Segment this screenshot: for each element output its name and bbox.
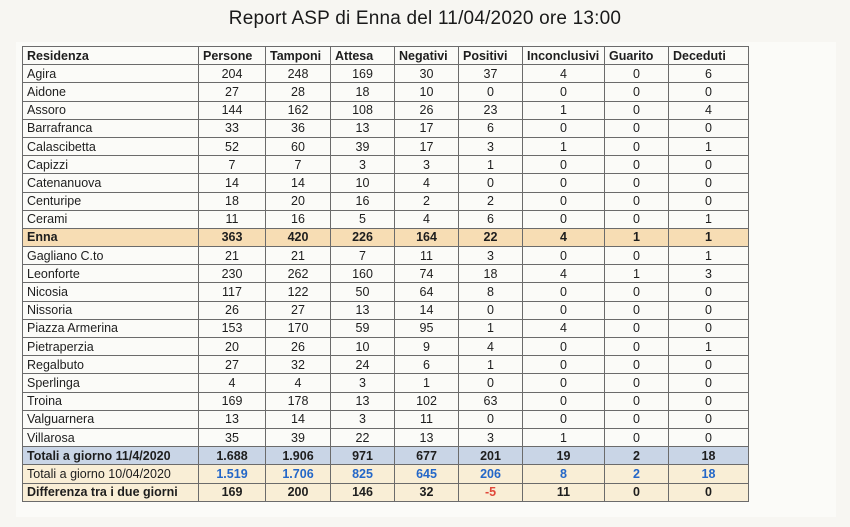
cell-deceduti: 0 (669, 428, 749, 446)
cell-guarito: 0 (605, 210, 669, 228)
table-row (23, 210, 749, 228)
difference-row (23, 483, 749, 501)
cell-persone: 4 (199, 374, 266, 392)
cell-attesa: 5 (331, 210, 395, 228)
cell-inconclusivi: 0 (523, 301, 605, 319)
cell-residenza: Aidone (23, 83, 199, 101)
cell-inconclusivi: 4 (523, 265, 605, 283)
cell-guarito: 2 (605, 465, 669, 483)
cell-attesa: 226 (331, 228, 395, 246)
cell-persone: 26 (199, 301, 266, 319)
cell-persone: 18 (199, 192, 266, 210)
table-row (23, 83, 749, 101)
cell-positivi: 1 (459, 156, 523, 174)
cell-inconclusivi: 1 (523, 428, 605, 446)
cell-negativi: 11 (395, 247, 459, 265)
table-row (23, 192, 749, 210)
cell-guarito: 0 (605, 410, 669, 428)
cell-deceduti: 18 (669, 465, 749, 483)
cell-inconclusivi: 0 (523, 392, 605, 410)
cell-inconclusivi: 11 (523, 483, 605, 501)
totals-row-11-04 (23, 447, 749, 465)
report-table (22, 46, 749, 502)
cell-residenza: Agira (23, 65, 199, 83)
cell-positivi: 2 (459, 192, 523, 210)
cell-positivi: 1 (459, 319, 523, 337)
cell-attesa: 22 (331, 428, 395, 446)
column-header-tamponi: Tamponi (266, 47, 331, 65)
cell-residenza: Nicosia (23, 283, 199, 301)
cell-negativi: 164 (395, 228, 459, 246)
cell-negativi: 1 (395, 374, 459, 392)
cell-tamponi: 248 (266, 65, 331, 83)
cell-tamponi: 14 (266, 174, 331, 192)
cell-deceduti: 6 (669, 65, 749, 83)
cell-negativi: 677 (395, 447, 459, 465)
cell-inconclusivi: 0 (523, 156, 605, 174)
report-title: Report ASP di Enna del 11/04/2020 ore 13:00 (228, 8, 622, 29)
cell-persone: 204 (199, 65, 266, 83)
cell-persone: 117 (199, 283, 266, 301)
cell-inconclusivi: 4 (523, 65, 605, 83)
cell-negativi: 30 (395, 65, 459, 83)
cell-guarito: 0 (605, 65, 669, 83)
cell-guarito: 0 (605, 356, 669, 374)
cell-deceduti: 0 (669, 283, 749, 301)
cell-inconclusivi: 0 (523, 374, 605, 392)
cell-persone: 21 (199, 247, 266, 265)
cell-residenza: Piazza Armerina (23, 319, 199, 337)
table-row (23, 156, 749, 174)
cell-positivi: -5 (459, 483, 523, 501)
cell-positivi: 6 (459, 119, 523, 137)
cell-attesa: 825 (331, 465, 395, 483)
column-header-negativi: Negativi (395, 47, 459, 65)
cell-deceduti: 0 (669, 119, 749, 137)
cell-tamponi: 178 (266, 392, 331, 410)
cell-guarito: 0 (605, 483, 669, 501)
cell-deceduti: 0 (669, 192, 749, 210)
cell-guarito: 0 (605, 101, 669, 119)
cell-tamponi: 14 (266, 410, 331, 428)
cell-inconclusivi: 4 (523, 228, 605, 246)
cell-guarito: 0 (605, 247, 669, 265)
cell-inconclusivi: 1 (523, 137, 605, 155)
table-row (23, 410, 749, 428)
cell-tamponi: 1.906 (266, 447, 331, 465)
cell-attesa: 18 (331, 83, 395, 101)
table-row (23, 392, 749, 410)
cell-negativi: 10 (395, 83, 459, 101)
cell-negativi: 102 (395, 392, 459, 410)
cell-positivi: 8 (459, 283, 523, 301)
cell-tamponi: 262 (266, 265, 331, 283)
cell-attesa: 7 (331, 247, 395, 265)
cell-attesa: 10 (331, 338, 395, 356)
cell-deceduti: 1 (669, 247, 749, 265)
cell-persone: 27 (199, 83, 266, 101)
cell-tamponi: 122 (266, 283, 331, 301)
cell-attesa: 169 (331, 65, 395, 83)
cell-positivi: 3 (459, 137, 523, 155)
cell-guarito: 1 (605, 265, 669, 283)
cell-attesa: 3 (331, 374, 395, 392)
cell-attesa: 13 (331, 301, 395, 319)
table-row (23, 428, 749, 446)
cell-negativi: 3 (395, 156, 459, 174)
cell-inconclusivi: 0 (523, 83, 605, 101)
cell-negativi: 4 (395, 210, 459, 228)
cell-inconclusivi: 1 (523, 101, 605, 119)
cell-negativi: 17 (395, 119, 459, 137)
cell-residenza: Villarosa (23, 428, 199, 446)
cell-attesa: 13 (331, 392, 395, 410)
column-header-deceduti: Deceduti (669, 47, 749, 65)
cell-persone: 14 (199, 174, 266, 192)
cell-guarito: 0 (605, 119, 669, 137)
cell-residenza: Valguarnera (23, 410, 199, 428)
cell-guarito: 0 (605, 156, 669, 174)
table-row (23, 319, 749, 337)
cell-negativi: 645 (395, 465, 459, 483)
cell-deceduti: 1 (669, 137, 749, 155)
cell-attesa: 50 (331, 283, 395, 301)
cell-attesa: 3 (331, 410, 395, 428)
cell-attesa: 59 (331, 319, 395, 337)
table-row (23, 338, 749, 356)
cell-positivi: 1 (459, 356, 523, 374)
cell-tamponi: 7 (266, 156, 331, 174)
cell-inconclusivi: 0 (523, 192, 605, 210)
cell-negativi: 17 (395, 137, 459, 155)
cell-inconclusivi: 19 (523, 447, 605, 465)
cell-deceduti: 0 (669, 156, 749, 174)
cell-positivi: 3 (459, 428, 523, 446)
cell-tamponi: 26 (266, 338, 331, 356)
cell-negativi: 64 (395, 283, 459, 301)
cell-residenza: Regalbuto (23, 356, 199, 374)
table-row (23, 301, 749, 319)
table-row (23, 119, 749, 137)
cell-persone: 153 (199, 319, 266, 337)
cell-persone: 230 (199, 265, 266, 283)
cell-negativi: 74 (395, 265, 459, 283)
cell-deceduti: 0 (669, 83, 749, 101)
cell-positivi: 23 (459, 101, 523, 119)
table-row (23, 174, 749, 192)
cell-negativi: 13 (395, 428, 459, 446)
cell-tamponi: 28 (266, 83, 331, 101)
cell-deceduti: 4 (669, 101, 749, 119)
table-row (23, 374, 749, 392)
cell-residenza: Totali a giorno 10/04/2020 (23, 465, 199, 483)
cell-negativi: 4 (395, 174, 459, 192)
table-row (23, 356, 749, 374)
cell-positivi: 0 (459, 83, 523, 101)
cell-persone: 1.688 (199, 447, 266, 465)
header-row (23, 47, 749, 65)
cell-deceduti: 1 (669, 228, 749, 246)
cell-deceduti: 0 (669, 483, 749, 501)
column-header-positivi: Positivi (459, 47, 523, 65)
cell-persone: 7 (199, 156, 266, 174)
cell-tamponi: 16 (266, 210, 331, 228)
cell-tamponi: 170 (266, 319, 331, 337)
cell-positivi: 4 (459, 338, 523, 356)
cell-inconclusivi: 0 (523, 410, 605, 428)
cell-inconclusivi: 0 (523, 174, 605, 192)
cell-deceduti: 1 (669, 338, 749, 356)
cell-tamponi: 1.706 (266, 465, 331, 483)
cell-guarito: 0 (605, 374, 669, 392)
cell-tamponi: 420 (266, 228, 331, 246)
cell-positivi: 0 (459, 374, 523, 392)
cell-positivi: 0 (459, 174, 523, 192)
table-row (23, 137, 749, 155)
cell-deceduti: 0 (669, 374, 749, 392)
cell-positivi: 0 (459, 301, 523, 319)
cell-positivi: 63 (459, 392, 523, 410)
cell-positivi: 206 (459, 465, 523, 483)
cell-guarito: 0 (605, 428, 669, 446)
cell-residenza: Barrafranca (23, 119, 199, 137)
cell-guarito: 2 (605, 447, 669, 465)
cell-guarito: 0 (605, 192, 669, 210)
cell-persone: 20 (199, 338, 266, 356)
totals-row-10-04 (23, 465, 749, 483)
cell-guarito: 0 (605, 137, 669, 155)
column-header-guarito: Guarito (605, 47, 669, 65)
column-header-inconclusivi: Inconclusivi (523, 47, 605, 65)
cell-inconclusivi: 4 (523, 319, 605, 337)
cell-persone: 169 (199, 392, 266, 410)
cell-tamponi: 39 (266, 428, 331, 446)
column-header-persone: Persone (199, 47, 266, 65)
cell-guarito: 0 (605, 301, 669, 319)
cell-deceduti: 18 (669, 447, 749, 465)
table-row (23, 283, 749, 301)
cell-guarito: 1 (605, 228, 669, 246)
cell-attesa: 108 (331, 101, 395, 119)
cell-positivi: 22 (459, 228, 523, 246)
cell-guarito: 0 (605, 392, 669, 410)
cell-persone: 1.519 (199, 465, 266, 483)
cell-residenza: Troina (23, 392, 199, 410)
cell-residenza: Totali a giorno 11/4/2020 (23, 447, 199, 465)
cell-negativi: 26 (395, 101, 459, 119)
cell-persone: 35 (199, 428, 266, 446)
cell-attesa: 3 (331, 156, 395, 174)
cell-persone: 27 (199, 356, 266, 374)
cell-guarito: 0 (605, 174, 669, 192)
cell-residenza: Catenanuova (23, 174, 199, 192)
cell-deceduti: 0 (669, 319, 749, 337)
cell-deceduti: 0 (669, 410, 749, 428)
cell-tamponi: 21 (266, 247, 331, 265)
table-row (23, 101, 749, 119)
cell-tamponi: 162 (266, 101, 331, 119)
cell-persone: 363 (199, 228, 266, 246)
cell-attesa: 24 (331, 356, 395, 374)
cell-attesa: 16 (331, 192, 395, 210)
cell-deceduti: 0 (669, 174, 749, 192)
cell-deceduti: 0 (669, 301, 749, 319)
cell-attesa: 146 (331, 483, 395, 501)
cell-negativi: 14 (395, 301, 459, 319)
cell-positivi: 0 (459, 410, 523, 428)
cell-guarito: 0 (605, 283, 669, 301)
cell-tamponi: 32 (266, 356, 331, 374)
cell-inconclusivi: 0 (523, 356, 605, 374)
cell-residenza: Pietraperzia (23, 338, 199, 356)
cell-guarito: 0 (605, 83, 669, 101)
cell-negativi: 95 (395, 319, 459, 337)
column-header-residenza: Residenza (23, 47, 199, 65)
cell-residenza: Calascibetta (23, 137, 199, 155)
column-header-attesa: Attesa (331, 47, 395, 65)
cell-deceduti: 0 (669, 392, 749, 410)
cell-residenza: Cerami (23, 210, 199, 228)
cell-negativi: 11 (395, 410, 459, 428)
cell-attesa: 10 (331, 174, 395, 192)
table-row (23, 265, 749, 283)
cell-residenza: Enna (23, 228, 199, 246)
cell-positivi: 18 (459, 265, 523, 283)
cell-persone: 52 (199, 137, 266, 155)
cell-tamponi: 60 (266, 137, 331, 155)
cell-persone: 33 (199, 119, 266, 137)
cell-residenza: Sperlinga (23, 374, 199, 392)
cell-residenza: Leonforte (23, 265, 199, 283)
cell-persone: 144 (199, 101, 266, 119)
cell-persone: 169 (199, 483, 266, 501)
table-row (23, 247, 749, 265)
cell-inconclusivi: 0 (523, 283, 605, 301)
cell-residenza: Gagliano C.to (23, 247, 199, 265)
cell-attesa: 971 (331, 447, 395, 465)
cell-negativi: 32 (395, 483, 459, 501)
cell-tamponi: 20 (266, 192, 331, 210)
cell-negativi: 2 (395, 192, 459, 210)
cell-deceduti: 0 (669, 356, 749, 374)
cell-persone: 11 (199, 210, 266, 228)
cell-inconclusivi: 0 (523, 338, 605, 356)
cell-deceduti: 3 (669, 265, 749, 283)
table-row (23, 228, 749, 246)
cell-inconclusivi: 0 (523, 247, 605, 265)
cell-inconclusivi: 0 (523, 119, 605, 137)
cell-positivi: 37 (459, 65, 523, 83)
cell-guarito: 0 (605, 319, 669, 337)
cell-negativi: 6 (395, 356, 459, 374)
cell-persone: 13 (199, 410, 266, 428)
cell-residenza: Nissoria (23, 301, 199, 319)
cell-residenza: Differenza tra i due giorni (23, 483, 199, 501)
cell-residenza: Capizzi (23, 156, 199, 174)
cell-tamponi: 4 (266, 374, 331, 392)
cell-positivi: 201 (459, 447, 523, 465)
cell-tamponi: 36 (266, 119, 331, 137)
cell-deceduti: 1 (669, 210, 749, 228)
cell-positivi: 3 (459, 247, 523, 265)
cell-residenza: Assoro (23, 101, 199, 119)
cell-tamponi: 200 (266, 483, 331, 501)
cell-attesa: 13 (331, 119, 395, 137)
cell-positivi: 6 (459, 210, 523, 228)
table-row (23, 65, 749, 83)
cell-guarito: 0 (605, 338, 669, 356)
cell-attesa: 39 (331, 137, 395, 155)
cell-inconclusivi: 8 (523, 465, 605, 483)
cell-negativi: 9 (395, 338, 459, 356)
cell-inconclusivi: 0 (523, 210, 605, 228)
cell-tamponi: 27 (266, 301, 331, 319)
cell-residenza: Centuripe (23, 192, 199, 210)
cell-attesa: 160 (331, 265, 395, 283)
